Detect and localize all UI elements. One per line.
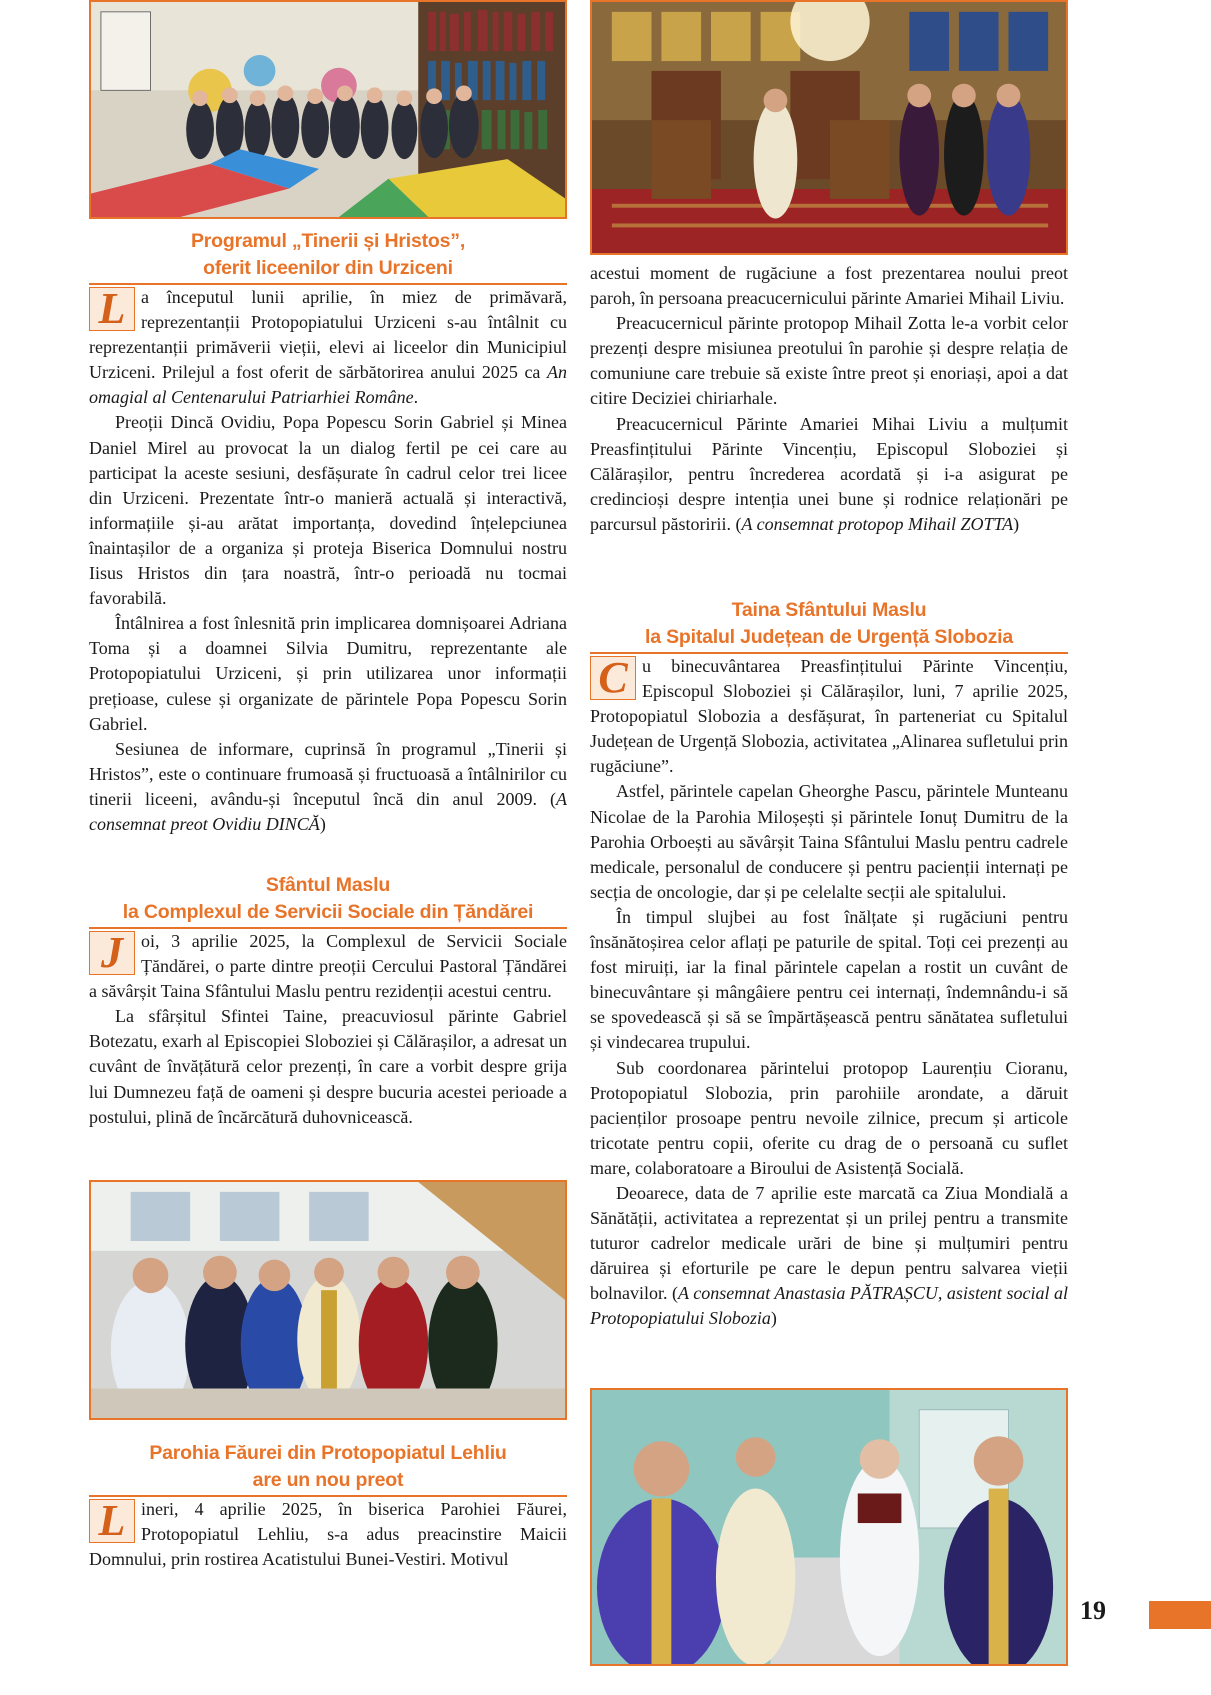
paragraph-text: u binecuvântarea Preasfințitului Părinte Vincențiu, Episcopul Sloboziei și Călărașilor, luni, 7 aprilie 2025, Protopopiatul Slobozia a desfășurat, în parteneriat cu Spitalul Județean de Urgență Slobozia, activitatea „Alinarea sufletului prin rugăciune”. (590, 656, 1068, 777)
paragraph: La sfârșitul Sfintei Taine, preacuviosul părinte Gabriel Botezatu, exarh al Episcopiei Sloboziei și Călărașilor, a adresat un cuvânt de învățătură celor prezenți, în care a vorbit despre grija lui Dumnezeu față de oameni și despre bucuria acestei perioade a postului, plină de încărcătură duhovnicească. (89, 1006, 567, 1127)
photo-hospital-ward (590, 1388, 1068, 1666)
paragraph-text: . (413, 387, 419, 408)
paragraph-text: ineri, 4 aprilie 2025, în biserica Parohiei Făurei, Protopopiatul Lehliu, s-a adus preacinstire Maicii Domnului, prin rostirea Acatistului Bunei-Vestiri. Motivul (89, 1499, 567, 1570)
paragraph: Astfel, părintele capelan Gheorghe Pascu, părintele Munteanu Nicolae de la Parohia Miloșești și părintele Ionuț Dumitru de la Parohia Orboești au săvârșit Taina Sfântului Maslu pentru cadrele medicale, personalul de conducere și pentru pacienții internați pe secția de oncologie, dar și pe celelalte secții ale spitalului. (590, 781, 1068, 902)
title-line: Parohia Făurei din Protopopiatul Lehliu (149, 1442, 507, 1464)
article-body-sfantul-maslu-tandarei (89, 929, 567, 1130)
photo-clergy-social-center (89, 1180, 567, 1420)
title-line: Taina Sfântului Maslu (731, 599, 927, 621)
paragraph-text: Deoarece, data de 7 aprilie este marcată ca Ziua Mondială a Sănătății, activitatea a reprezentat și un prilej pentru a transmite tuturor cadrelor medicale urări de bine și mulțumiri pentru dăruirea și eforturile pe care le depun pentru salvarea vieții bolnavilor. ( (590, 1182, 1068, 1304)
title-line: oferit liceenilor din Urziceni (203, 257, 453, 279)
article-title-sfantul-maslu-tandarei (89, 872, 567, 926)
photo-church-interior (590, 0, 1068, 255)
photo-classroom-students (89, 0, 567, 219)
article-body-parohia-faurei (89, 1497, 567, 1572)
dropcap: L (89, 287, 135, 331)
title-line: Programul „Tinerii și Hristos”, (190, 230, 466, 252)
article-body-tinerii-hristos (89, 285, 567, 837)
paragraph-text: oi, 3 aprilie 2025, la Complexul de Servicii Sociale Țăndărei, o parte dintre preoții Cercului Pastoral Țăndărei a săvârșit Taina Sfântului Maslu pentru rezidenții acestui centru. (89, 931, 567, 1002)
title-line: la Complexul de Servicii Sociale din Țăndărei (122, 901, 534, 923)
paragraph-text: ) (319, 813, 326, 834)
author-credit: A consemnat preot Ovidiu DINCĂ (89, 788, 567, 834)
page-number: 19 (1080, 1596, 1106, 1625)
paragraph-text: Sesiunea de informare, cuprinsă în programul „Tinerii și Hristos”, este o continuare frumoasă și fructuoasă a întâlnirilor cu tinerii liceeni, avându-și începutul încă din anul 2009. ( (89, 738, 567, 809)
dropcap: L (89, 1499, 135, 1543)
paragraph: Sub coordonarea părintelui protopop Laurențiu Cioranu, Protopopiatul Slobozia, prin parohiile arondate, a dăruit pacienților prosoape pentru nevoile zilnice, precum și articole tricotate pentru copii, oferite cu drag de o persoană cu suflet mare, colaboratoare a Biroului de Asistență Socială. (590, 1057, 1068, 1178)
article-title-taina-maslu-spital (590, 597, 1068, 651)
title-line: Sfântul Maslu (265, 874, 391, 896)
paragraph: Preoții Dincă Ovidiu, Popa Popescu Sorin Gabriel și Minea Daniel Mirel au provocat la un dialog fertil pe cei care au participat la aceste sesiuni, desfășurate în cadrul celor trei licee din Urziceni. Prezentate într-o manieră actuală și interactivă, informațiile și-au arătat importanța, dovedind înțelepciunea înaintașilor de a organiza și proteja Biserica Domnului nostru Iisus Hristos din țara noastră, într-o perioadă nu tocmai favorabilă. (89, 412, 567, 609)
paragraph-text: a începutul lunii aprilie, în miez de primăvară, reprezentanții Protopopiatului Urziceni s-au întâlnit cu reprezentanții primăverii vieții, elevi ai liceelor din Municipiul Urziceni. Prilejul a fost oferit de sărbătorirea anului 2025 ca (89, 287, 567, 383)
title-line: la Spitalul Județean de Urgență Slobozia (645, 626, 1013, 648)
italic-text: An omagial al Centenarului Patriarhiei Române (89, 362, 567, 408)
paragraph-text: ) (1013, 513, 1020, 534)
author-credit: A consemnat protopop Mihail ZOTTA (741, 513, 1014, 534)
article-body-taina-maslu-spital (590, 654, 1068, 1332)
page-number-accent-bar (1149, 1601, 1211, 1629)
paragraph-text: ) (770, 1308, 777, 1329)
article-body-parohia-faurei-continued (590, 261, 1068, 537)
article-title-parohia-faurei (89, 1440, 567, 1494)
paragraph-text: Preacucernicul Părinte Amariei Mihai Liviu a mulțumit Preasfințitului Părinte Vincențiu, Episcopul Sloboziei și Călărașilor, pentru încrederea acordată și i-a asigurat pe credincioși despre intenția unei bune și rodnice relaționări pe parcursul păstoririi. ( (590, 413, 1068, 534)
dropcap: J (89, 931, 135, 975)
title-line: are un nou preot (252, 1469, 404, 1491)
dropcap: C (590, 656, 636, 700)
paragraph: Întâlnirea a fost înlesnită prin implicarea domnișoarei Adriana Toma și a doamnei Silvia Dumitru, reprezentante ale Protopopiatului Urziceni, și prin utilizarea unor informații prețioase, culese și organizate de părintele Popa Popescu Sorin Gabriel. (89, 613, 567, 734)
author-credit: A consemnat Anastasia PĂTRAȘCU, asistent social al Protopopiatului Slobozia (590, 1283, 1068, 1329)
article-title-tinerii-hristos (89, 228, 567, 282)
paragraph: acestui moment de rugăciune a fost prezentarea noului preot paroh, în persoana preacucernicului părinte Amariei Mihail Liviu. (590, 263, 1068, 309)
paragraph: Preacucernicul părinte protopop Mihail Zotta le-a vorbit celor prezenți despre misiunea preotului în parohie și despre relația de comuniune care trebuie să existe între preot și enoriași, apoi a dat citire Deciziei chiriarhale. (590, 313, 1068, 409)
paragraph: În timpul slujbei au fost înălțate și rugăciuni pentru însănătoșirea celor aflați pe paturile de spital. Toți cei prezenți au fost miruiți, iar la final părintele capelan a rostit un cuvânt de binecuvântare și mângâiere pentru cei internați, îndemnându-i să se spovedească și să se împărtășească pentru sănătatea sufletului și vindecarea trupului. (590, 906, 1068, 1053)
